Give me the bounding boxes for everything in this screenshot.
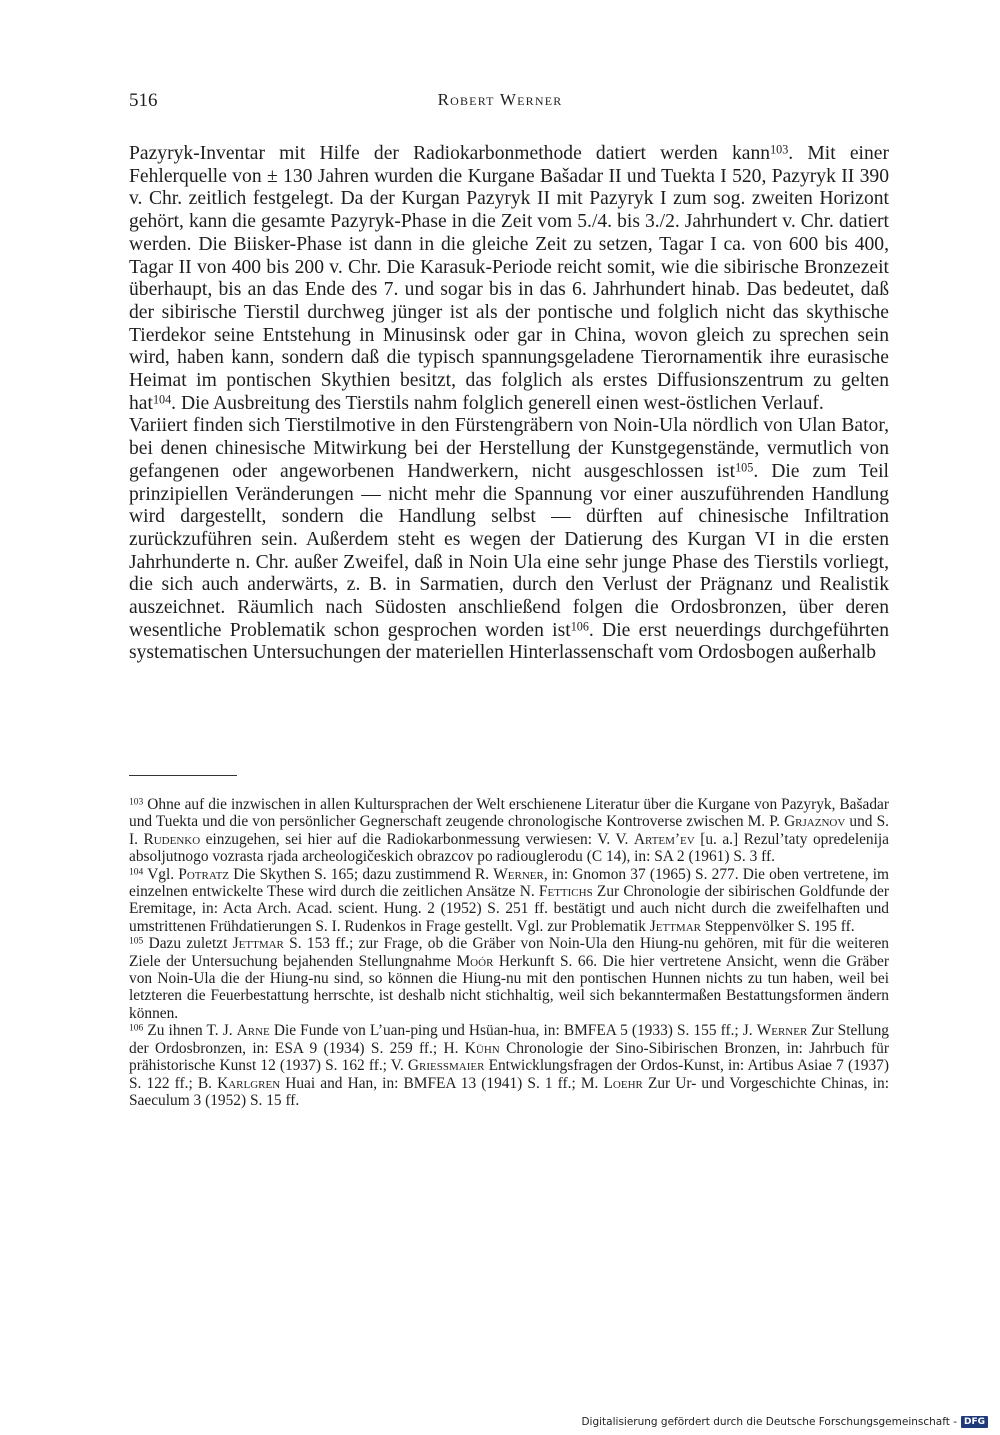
text-run: und S. I. <box>129 813 889 848</box>
author-name: Griessmaier <box>407 1057 485 1075</box>
text-run: Zur Stellung der Ordosbronzen, in: ESA 9 (1934) S. 259 ff.; H. <box>129 1022 889 1057</box>
dfg-logo: DFG <box>961 1416 988 1428</box>
text-run: Pazyryk-Inventar mit Hilfe der Radiokarbonmethode datiert werden kann <box>129 143 771 164</box>
text-run: Die Skythen S. 165; dazu zustimmend R. <box>229 865 494 883</box>
text-run: . Die erst neuerdings durchgeführten systematischen Untersuchungen der materiellen Hinterlassenschaft vom Ordosbogen außerhalb <box>129 619 890 664</box>
footnotes <box>129 796 889 1109</box>
author-name: Grjaznov <box>784 813 846 831</box>
footnote-marker: 105 <box>735 460 754 475</box>
author-name: Rudenko <box>143 830 201 848</box>
footnote-104 <box>129 866 889 936</box>
footnote-105 <box>129 935 889 1022</box>
author-name: Arne <box>236 1022 270 1040</box>
author-name: Artem’ev <box>633 830 695 848</box>
author-name: Werner <box>756 1022 808 1040</box>
footnote-marker: 106 <box>129 1023 144 1034</box>
running-title: Robert Werner <box>437 90 563 109</box>
author-name: Kühn <box>464 1039 500 1057</box>
author-name: Jettmar <box>649 917 701 935</box>
main-text <box>129 143 889 665</box>
footnote-marker: 103 <box>129 796 144 808</box>
author-name: Moór <box>456 952 494 970</box>
footnote-marker: 105 <box>129 935 144 947</box>
footnote-106 <box>129 1022 889 1109</box>
footnote-marker: 106 <box>570 619 589 634</box>
footnote-marker: 104 <box>129 866 144 878</box>
text-run: Steppenvölker S. 195 ff. <box>701 917 855 935</box>
author-name: Fettichs <box>538 883 593 901</box>
text-run: Zur Chronologie der sibirischen Goldfunde der Eremitage, in: Acta Arch. Acad. scient. Hung. 2 (1952) S. 251 ff. bestätigt und auch nicht durch die zweifelhaften und umstrittenen Frühdatierungen S. I. Rudenkos in Frage gestellt. Vgl. zur Problematik <box>129 883 890 935</box>
text-run: Variiert finden sich Tierstilmotive in den Fürstengräbern von Noin-Ula nördlich von Ulan Bator, bei denen chinesische Mitwirkung bei der Herstellung der Kunstgegenstände, vermutlich von gefangenen oder angeworbenen Handwerkern, nicht ausgeschlossen ist <box>129 415 889 482</box>
author-name: Karlgren <box>217 1074 281 1092</box>
footnote-marker: 104 <box>152 392 172 407</box>
text-run: Dazu zuletzt <box>143 935 233 953</box>
author-name: Werner <box>493 865 544 883</box>
text-run: Vgl. <box>143 865 179 883</box>
text-run: S. 153 ff.; zur Frage, ob die Gräber von Noin-Ula den Hiung-nu gehören, mit für die weiteren Ziele der Untersuchung bejahenden Stellungnahme <box>129 935 889 970</box>
credit-text: Digitalisierung gefördert durch die Deutsche Forschungsgemeinschaft - <box>581 1416 957 1428</box>
text-run: Entwicklungsfragen der Ordos-Kunst, in: Artibus Asiae 7 (1937) S. 122 ff.; B. <box>129 1057 889 1092</box>
text-run: , in: Gnomon 37 (1965) S. 277. Die oben vertretene, im einzelnen entwickelte These wird durch die zeitlichen Ansätze N. <box>129 865 889 901</box>
author-name: Loehr <box>603 1074 643 1092</box>
footnote-marker: 103 <box>770 142 789 157</box>
text-run: Huai and Han, in: BMFEA 13 (1941) S. 1 ff.; M. <box>280 1074 604 1092</box>
footnote-103 <box>129 796 889 866</box>
text-run: einzugehen, sei hier auf die Radiokarbonmessung verwiesen: V. V. <box>200 830 634 848</box>
text-run: . Mit einer Fehlerquelle von ± 130 Jahren wurden die Kurgane Bašadar II und Tuekta I 520, Pazyryk II 390 v. Chr. zeitlich festgelegt. Da der Kurgan Pazyryk II mit Pazyryk I zum sog. zweiten Horizont gehört, kann die gesamte Pazyryk-Phase in die Zeit vom 5./4. bis 3./2. Jahrhundert v. Chr. datiert werden. Die Biisker-Phase ist dann in die gleiche Zeit zu setzen, Tagar I ca. von 600 bis 400, Tagar II von 400 bis 200 v. Chr. Die Karasuk-Periode reicht somit, wie die sibirische Bronzezeit überhaupt, bis an das Ende des 7. und sogar bis in das 6. Jahrhundert hinab. Das bedeutet, daß der sibirische Tierstil durchweg jünger ist als der pontische und folglich nicht das skythische Tierdekor seine Entstehung in Minusinsk oder gar in China, wovon gleich zu sprechen sein wird, haben kann, sondern daß die typisch spannungsgeladene Tierornamentik ihre eurasische Heimat im pontischen Skythien besitzt, das folglich als erstes Diffusionszentrum zu gelten hat <box>129 143 889 414</box>
text-run: . Die Ausbreitung des Tierstils nahm folglich generell einen west-östlichen Verlauf. <box>171 392 824 414</box>
text-run: Zu ihnen T. J. <box>143 1022 237 1040</box>
body-paragraph <box>129 415 889 665</box>
body-paragraph <box>129 143 889 415</box>
text-run: Herkunft S. 66. Die hier vertretene Ansicht, wenn die Gräber von Noin-Ula die der Hiung-nu sind, so können die Hiung-nu mit den pontischen Hunnen nichts zu tun haben, weil bei letzteren die Feuerbestattung herrschte, ist deshalb nicht stichhaltig, weil sich bekanntermaßen Bestattungsformen ändern können. <box>129 952 889 1022</box>
page-number: 516 <box>129 90 158 111</box>
text-run: Ohne auf die inzwischen in allen Kultursprachen der Welt erschienene Literatur über die Kurgane von Pazyryk, Bašadar und Tuekta und die von persönlicher Gegnerschaft zeugende chronologische Kontroverse zwischen M. P. <box>129 796 889 831</box>
footnote-separator <box>129 775 237 776</box>
text-run: [u. a.] Rezul’taty opredelenija absoljutnogo vozrasta rjada archeologičeskich obrazcov po radiouglerodu (C 14), in: SA 2 (1961) S. 3 ff. <box>129 830 890 866</box>
text-run: Chronologie der Sino-Sibirischen Bronzen, in: Jahrbuch für prähistorische Kunst 12 (1937) S. 162 ff.; V. <box>129 1039 890 1075</box>
text-run: Zur Ur- und Vorgeschichte Chinas, in: Saeculum 3 (1952) S. 15 ff. <box>129 1074 889 1109</box>
text-run: Die Funde von L’uan-ping und Hsüan-hua, in: BMFEA 5 (1933) S. 155 ff.; J. <box>269 1022 757 1040</box>
author-name: Potratz <box>178 865 230 883</box>
author-name: Jettmar <box>232 935 284 953</box>
digitization-credit <box>581 1416 988 1428</box>
text-run: . Die zum Teil prinzipiellen Veränderungen — nicht mehr die Spannung vor einer auszuführenden Handlung wird dargestellt, sondern die Handlung selbst — dürften auf chinesische Infiltration zurückzuführen sein. Außerdem steht es wegen der Datierung des Kurgan VI in die ersten Jahrhunderte n. Chr. außer Zweifel, daß in Noin Ula eine sehr junge Phase des Tierstils vorliegt, die sich auch anderwärts, z. B. in Sarmatien, durch den Verlust der Prägnanz und Realistik auszeichnet. Räumlich nach Südosten anschließend folgen die Ordosbronzen, über deren wesentliche Problematik schon gesprochen worden ist <box>129 460 889 641</box>
